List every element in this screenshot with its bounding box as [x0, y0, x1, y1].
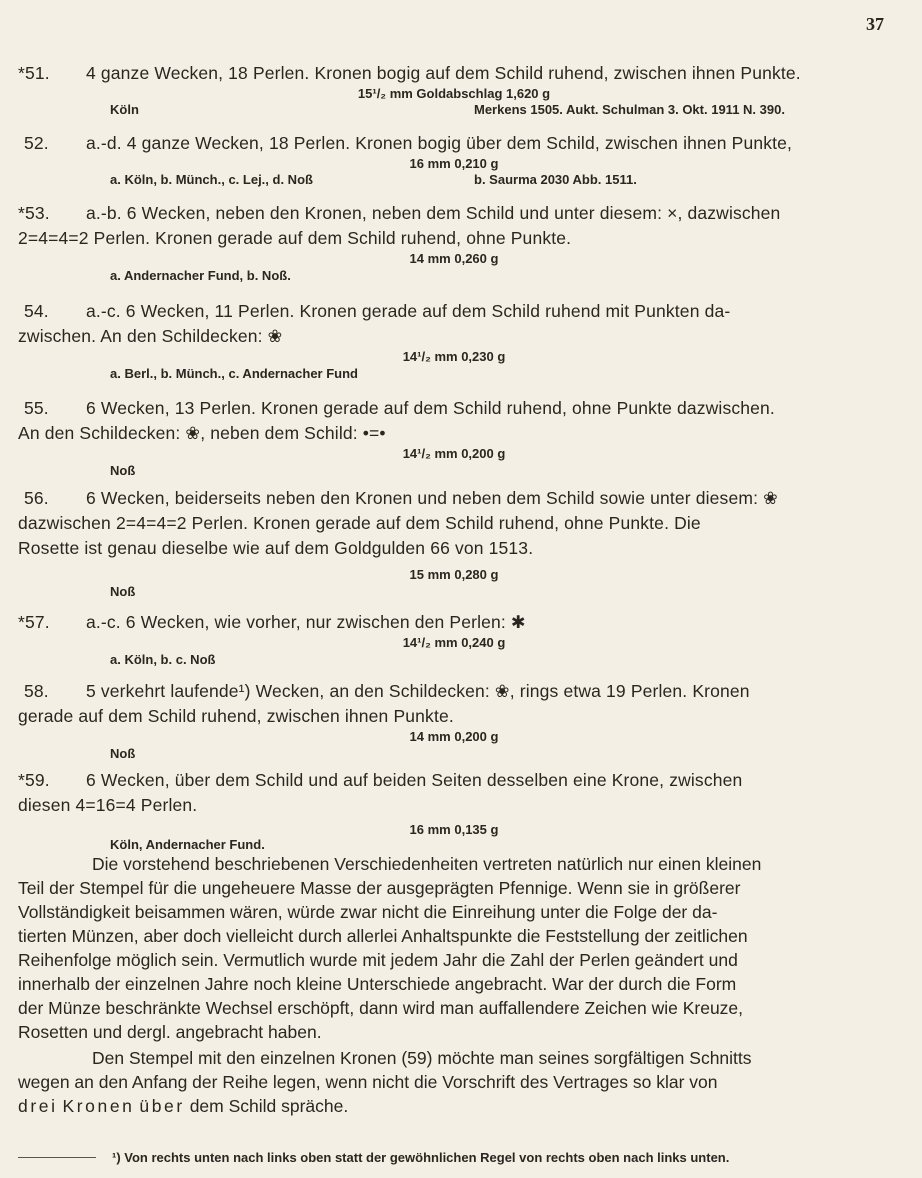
entry-text-line1: 6 Wecken, 13 Perlen. Kronen gerade auf dem Schild ruhend, ohne Punkte dazwischen. — [86, 398, 775, 418]
paragraph-line: Reihenfolge möglich sein. Vermutlich wurde mit jedem Jahr die Zahl der Perlen geändert und — [18, 950, 738, 970]
entry-measure: 14¹/₂ mm 0,200 g — [402, 446, 506, 461]
catalog-entry-54 — [18, 299, 890, 383]
entry-provenance: a. Köln, b. c. Noß — [110, 652, 216, 667]
entry-measure: 16 mm 0,210 g — [409, 156, 499, 171]
entry-measure: 14 mm 0,200 g — [409, 729, 499, 744]
catalog-entry-51 — [18, 61, 890, 118]
entry-text-line2: An den Schildecken: ❀, neben dem Schild: •=• — [18, 423, 386, 443]
catalog-entry-57 — [18, 610, 890, 669]
entry-measure: 15¹/₂ mm Goldabschlag 1,620 g — [357, 86, 551, 101]
catalog-entry-58 — [18, 679, 890, 763]
entry-measure: 14¹/₂ mm 0,230 g — [402, 349, 506, 364]
entry-text: a.-c. 6 Wecken, wie vorher, nur zwischen den Perlen: ✱ — [86, 612, 526, 632]
emphasized-word: Kronen — [62, 1096, 135, 1116]
entry-text: a.-d. 4 ganze Wecken, 18 Perlen. Kronen bogig über dem Schild, zwischen ihnen Punkte, — [86, 133, 793, 153]
entry-number: *53. — [18, 203, 50, 223]
entry-text-line1: 6 Wecken, über dem Schild und auf beiden Seiten desselben eine Krone, zwischen — [86, 770, 743, 790]
paragraph-line: Den Stempel mit den einzelnen Kronen (59) möchte man seines sorgfältigen Schnitts — [92, 1048, 752, 1068]
entry-provenance: a. Berl., b. Münch., c. Andernacher Fund — [110, 366, 358, 381]
entry-text-line2: zwischen. An den Schildecken: ❀ — [18, 326, 283, 346]
entry-provenance: Köln, Andernacher Fund. — [110, 837, 265, 852]
entry-number: *59. — [18, 770, 50, 790]
entry-measure: 16 mm 0,135 g — [409, 822, 499, 837]
page-number: 37 — [866, 14, 884, 34]
paragraph-line: Rosetten und dergl. angebracht haben. — [18, 1022, 322, 1042]
entry-text: 4 ganze Wecken, 18 Perlen. Kronen bogig auf dem Schild ruhend, zwischen ihnen Punkte. — [86, 63, 801, 83]
catalog-entry-52 — [18, 131, 890, 188]
entry-text-line2: 2=4=4=2 Perlen. Kronen gerade auf dem Schild ruhend, ohne Punkte. — [18, 228, 572, 248]
entry-number: 55. — [24, 398, 49, 418]
paragraph-line: dem Schild spräche. — [189, 1096, 349, 1116]
catalog-entry-56 — [18, 486, 890, 601]
paragraph-line: Vollständigkeit beisammen wären, würde zwar nicht die Einreihung unter die Folge der da- — [18, 902, 718, 922]
entry-provenance: Noß — [110, 746, 136, 761]
paragraph-line: tierten Münzen, aber doch vielleicht durch allerlei Anhaltspunkte die Feststellung der zeitlichen — [18, 926, 748, 946]
entry-measure: 14 mm 0,260 g — [409, 251, 499, 266]
entry-provenance: Noß — [110, 463, 136, 478]
entry-number: *51. — [18, 63, 50, 83]
catalog-entry-59 — [18, 768, 890, 852]
entry-measure: 14¹/₂ mm 0,240 g — [402, 635, 506, 650]
emphasized-word: über — [139, 1096, 185, 1116]
entry-provenance: a. Andernacher Fund, b. Noß. — [110, 268, 291, 283]
entry-number: 52. — [24, 133, 49, 153]
catalog-entry-53 — [18, 201, 890, 285]
body-paragraph-2 — [18, 1046, 890, 1118]
entry-provenance: a. Köln, b. Münch., c. Lej., d. Noß — [110, 172, 313, 187]
entry-reference: b. Saurma 2030 Abb. 1511. — [474, 172, 637, 187]
body-paragraph-1 — [18, 852, 890, 1044]
entry-provenance: Köln — [110, 102, 139, 117]
entry-text-line2: diesen 4=16=4 Perlen. — [18, 795, 198, 815]
entry-number: *57. — [18, 612, 50, 632]
entry-measure: 15 mm 0,280 g — [409, 567, 499, 582]
paragraph-line: Die vorstehend beschriebenen Verschiedenheiten vertreten natürlich nur einen kleinen — [92, 854, 762, 874]
entry-provenance: Noß — [110, 584, 136, 599]
catalog-entry-55 — [18, 396, 890, 480]
entry-number: 58. — [24, 681, 49, 701]
entry-text-line1: 5 verkehrt laufende¹) Wecken, an den Schildecken: ❀, rings etwa 19 Perlen. Kronen — [86, 681, 750, 701]
entry-number: 54. — [24, 301, 49, 321]
entry-text-line1: a.-c. 6 Wecken, 11 Perlen. Kronen gerade auf dem Schild ruhend mit Punkten da- — [86, 301, 731, 321]
footnote-divider — [18, 1157, 96, 1158]
entry-text-line2: dazwischen 2=4=4=2 Perlen. Kronen gerade auf dem Schild ruhend, ohne Punkte. Die — [18, 513, 701, 533]
entry-text-line3: Rosette ist genau dieselbe wie auf dem Goldgulden 66 von 1513. — [18, 538, 534, 558]
paragraph-line: Teil der Stempel für die ungeheuere Masse der ausgeprägten Pfennige. Wenn sie in größerer — [18, 878, 741, 898]
entry-reference: Merkens 1505. Aukt. Schulman 3. Okt. 1911 N. 390. — [474, 102, 785, 117]
emphasized-word: drei — [18, 1096, 58, 1116]
entry-number: 56. — [24, 488, 49, 508]
entry-text-line1: a.-b. 6 Wecken, neben den Kronen, neben dem Schild und unter diesem: ×, dazwischen — [86, 203, 781, 223]
paragraph-line: der Münze beschränkte Wechsel erschöpft, dann wird man auffallendere Zeichen wie Kreuze, — [18, 998, 744, 1018]
entry-text-line2: gerade auf dem Schild ruhend, zwischen ihnen Punkte. — [18, 706, 454, 726]
footnote: ¹) Von rechts unten nach links oben statt der gewöhnlichen Regel von rechts oben nach links unten. — [112, 1150, 730, 1165]
paragraph-line: wegen an den Anfang der Reihe legen, wenn nicht die Vorschrift des Vertrages so klar von — [18, 1072, 718, 1092]
paragraph-line: innerhalb der einzelnen Jahre noch kleine Unterschiede angebracht. War der durch die Form — [18, 974, 737, 994]
entry-text-line1: 6 Wecken, beiderseits neben den Kronen und neben dem Schild sowie unter diesem: ❀ — [86, 488, 778, 508]
